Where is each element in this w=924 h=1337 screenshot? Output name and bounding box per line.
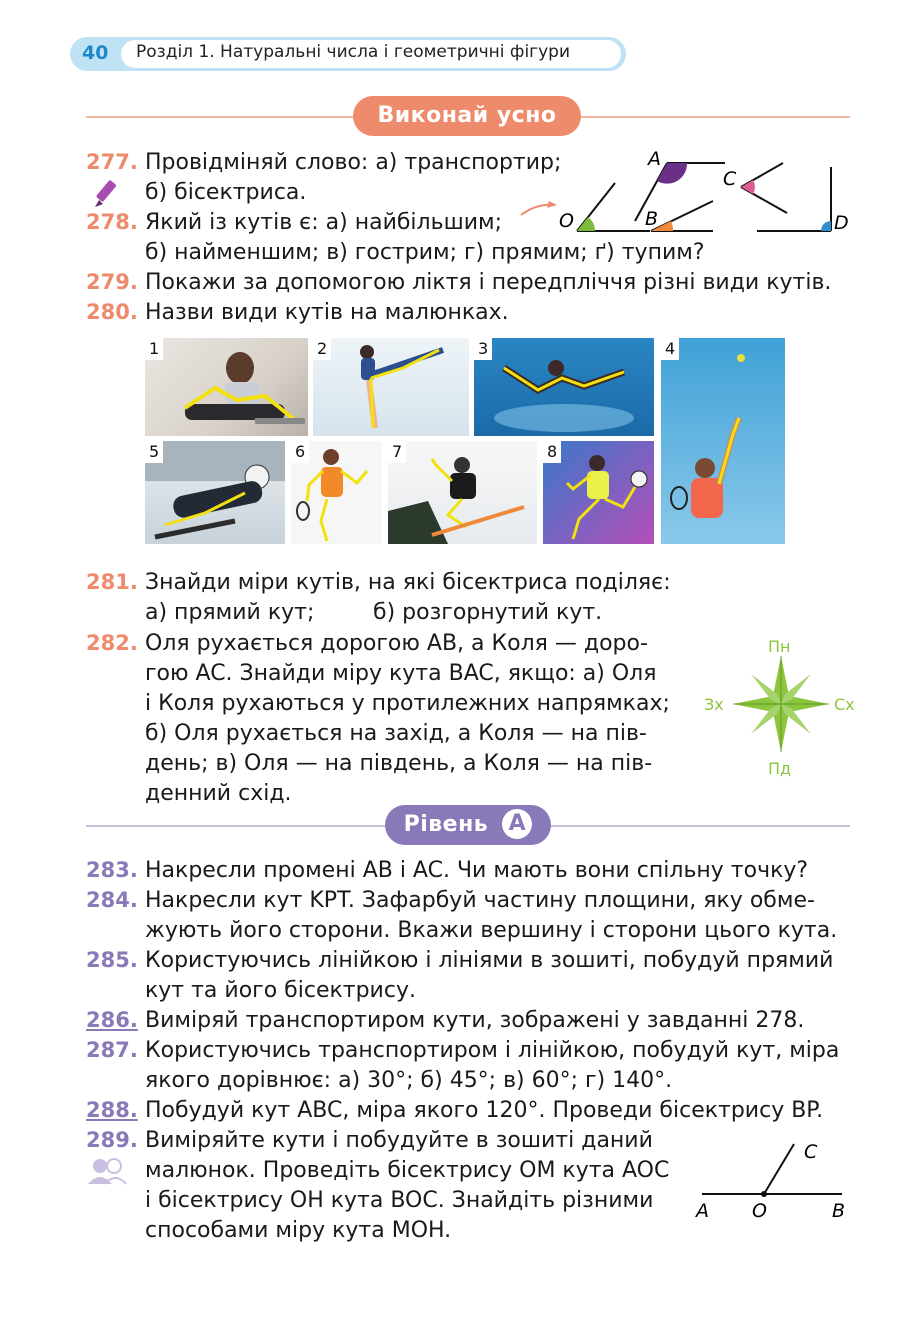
level-letter-badge: А — [502, 809, 532, 839]
task-number-289: 289. — [86, 1128, 138, 1152]
pencil-icon — [92, 178, 124, 210]
task-number-282: 282. — [86, 631, 138, 655]
task-number-286: 286. — [86, 1008, 138, 1032]
compass-south: Пд — [768, 759, 792, 778]
photo-2-illustration — [313, 338, 469, 436]
fig289-label-a: A — [696, 1200, 709, 1222]
angle-label-d: D — [834, 212, 849, 234]
compass-north: Пн — [768, 637, 791, 656]
photo-1-label: 1 — [145, 338, 163, 360]
oral-banner: Виконай усно — [353, 96, 581, 136]
task-282-line-6: денний схід. — [145, 781, 292, 806]
task-number-281: 281. — [86, 570, 138, 594]
angle-label-a: A — [648, 148, 661, 170]
fig289-label-c: C — [804, 1141, 818, 1163]
level-banner — [385, 805, 551, 845]
task-278-text-2: б) найменшим; в) гострим; г) прямим; ґ) тупим? — [145, 240, 705, 265]
task-277-text: Провідміняй слово: а) транспортир; — [145, 150, 562, 175]
task-281-text: Знайди міри кутів, на які бісектриса поділяє: — [145, 570, 671, 595]
task-number-288: 288. — [86, 1098, 138, 1122]
task-289-line-4: способами міру кута MOH. — [145, 1218, 452, 1243]
photo-2 — [313, 338, 469, 436]
photo-6-label: 6 — [291, 441, 309, 463]
angle-figure-289 — [690, 1130, 850, 1225]
page-number: 40 — [82, 42, 109, 64]
angle-label-c: C — [723, 168, 737, 190]
photo-4 — [661, 338, 785, 544]
task-282-line-1: Оля рухається дорогою AB, а Коля — доро- — [145, 631, 648, 656]
task-285-line-2: кут та його бісектрису. — [145, 978, 416, 1003]
task-287-line-1: Користуючись транспортиром і лінійкою, побудуй кут, міра — [145, 1038, 840, 1063]
section-title: Розділ 1. Натуральні числа і геометричні фігури — [136, 42, 571, 62]
task-number-280: 280. — [86, 300, 138, 324]
task-287-line-2: якого дорівнює: а) 30°; б) 45°; в) 60°; г) 140°. — [145, 1068, 673, 1093]
photo-5-illustration — [145, 441, 285, 544]
task-number-284: 284. — [86, 888, 138, 912]
level-banner-label: Рівень — [403, 812, 489, 837]
photo-7-label: 7 — [388, 441, 406, 463]
photo-3-illustration — [474, 338, 654, 436]
task-number-283: 283. — [86, 858, 138, 882]
task-278-text: Який із кутів є: а) найбільшим; — [145, 210, 503, 235]
task-282-line-3: і Коля рухаються у протилежних напрямках; — [145, 691, 670, 716]
task-286-text: Виміряй транспортиром кути, зображені у завданні 278. — [145, 1008, 805, 1033]
task-277-text-2: б) бісектриса. — [145, 180, 307, 205]
photo-7 — [388, 441, 537, 544]
photo-3 — [474, 338, 654, 436]
photo-4-label: 4 — [661, 338, 679, 360]
task-281-option-b: б) розгорнутий кут. — [373, 600, 603, 625]
task-289-line-2: малюнок. Проведіть бісектрису OM кута AOC — [145, 1158, 670, 1183]
task-282-line-2: гою AC. Знайди міру кута BAC, якщо: а) Оля — [145, 661, 657, 686]
task-282-line-4: б) Оля рухається на захід, а Коля — на пів- — [145, 721, 647, 746]
photo-2-label: 2 — [313, 338, 331, 360]
compass-rose-icon — [700, 632, 860, 780]
fig289-label-o: O — [752, 1200, 767, 1222]
task-number-278: 278. — [86, 210, 138, 234]
task-289-line-3: і бісектрису OH кута BOC. Знайдіть різними — [145, 1188, 654, 1213]
photo-3-label: 3 — [474, 338, 492, 360]
task-279-text: Покажи за допомогою ліктя і передпліччя різні види кутів. — [145, 270, 832, 295]
photo-8-label: 8 — [543, 441, 561, 463]
photo-1 — [145, 338, 308, 436]
task-number-279: 279. — [86, 270, 138, 294]
angles-figure — [515, 145, 855, 245]
photo-5-label: 5 — [145, 441, 163, 463]
task-282-line-5: день; в) Оля — на південь, а Коля — на пів- — [145, 751, 653, 776]
task-288-text: Побудуй кут ABC, міра якого 120°. Проведи бісектрису BP. — [145, 1098, 824, 1123]
task-number-285: 285. — [86, 948, 138, 972]
task-284-line-1: Накресли кут KPT. Зафарбуй частину площини, яку обме- — [145, 888, 815, 913]
photo-4-illustration — [661, 338, 785, 544]
compass-west: Зх — [704, 695, 724, 714]
angle-label-b: B — [645, 208, 659, 230]
task-number-277: 277. — [86, 150, 138, 174]
task-280-text: Назви види кутів на малюнках. — [145, 300, 509, 325]
photo-1-illustration — [145, 338, 308, 436]
photo-8 — [543, 441, 654, 544]
task-281-option-a: а) прямий кут; — [145, 600, 315, 625]
photo-7-illustration — [388, 441, 537, 544]
photo-5 — [145, 441, 285, 544]
task-number-287: 287. — [86, 1038, 138, 1062]
task-283-text: Накресли промені AB і AC. Чи мають вони спільну точку? — [145, 858, 809, 883]
fig289-label-b: B — [832, 1200, 846, 1222]
angle-label-o: O — [559, 210, 574, 232]
task-285-line-1: Користуючись лінійкою і лініями в зошиті, побудуй прямий — [145, 948, 834, 973]
group-work-icon — [86, 1156, 128, 1186]
photo-6 — [291, 441, 382, 544]
task-284-line-2: жують його сторони. Вкажи вершину і сторони цього кута. — [145, 918, 838, 943]
task-289-line-1: Виміряйте кути і побудуйте в зошиті даний — [145, 1128, 653, 1153]
compass-east: Сх — [834, 695, 855, 714]
